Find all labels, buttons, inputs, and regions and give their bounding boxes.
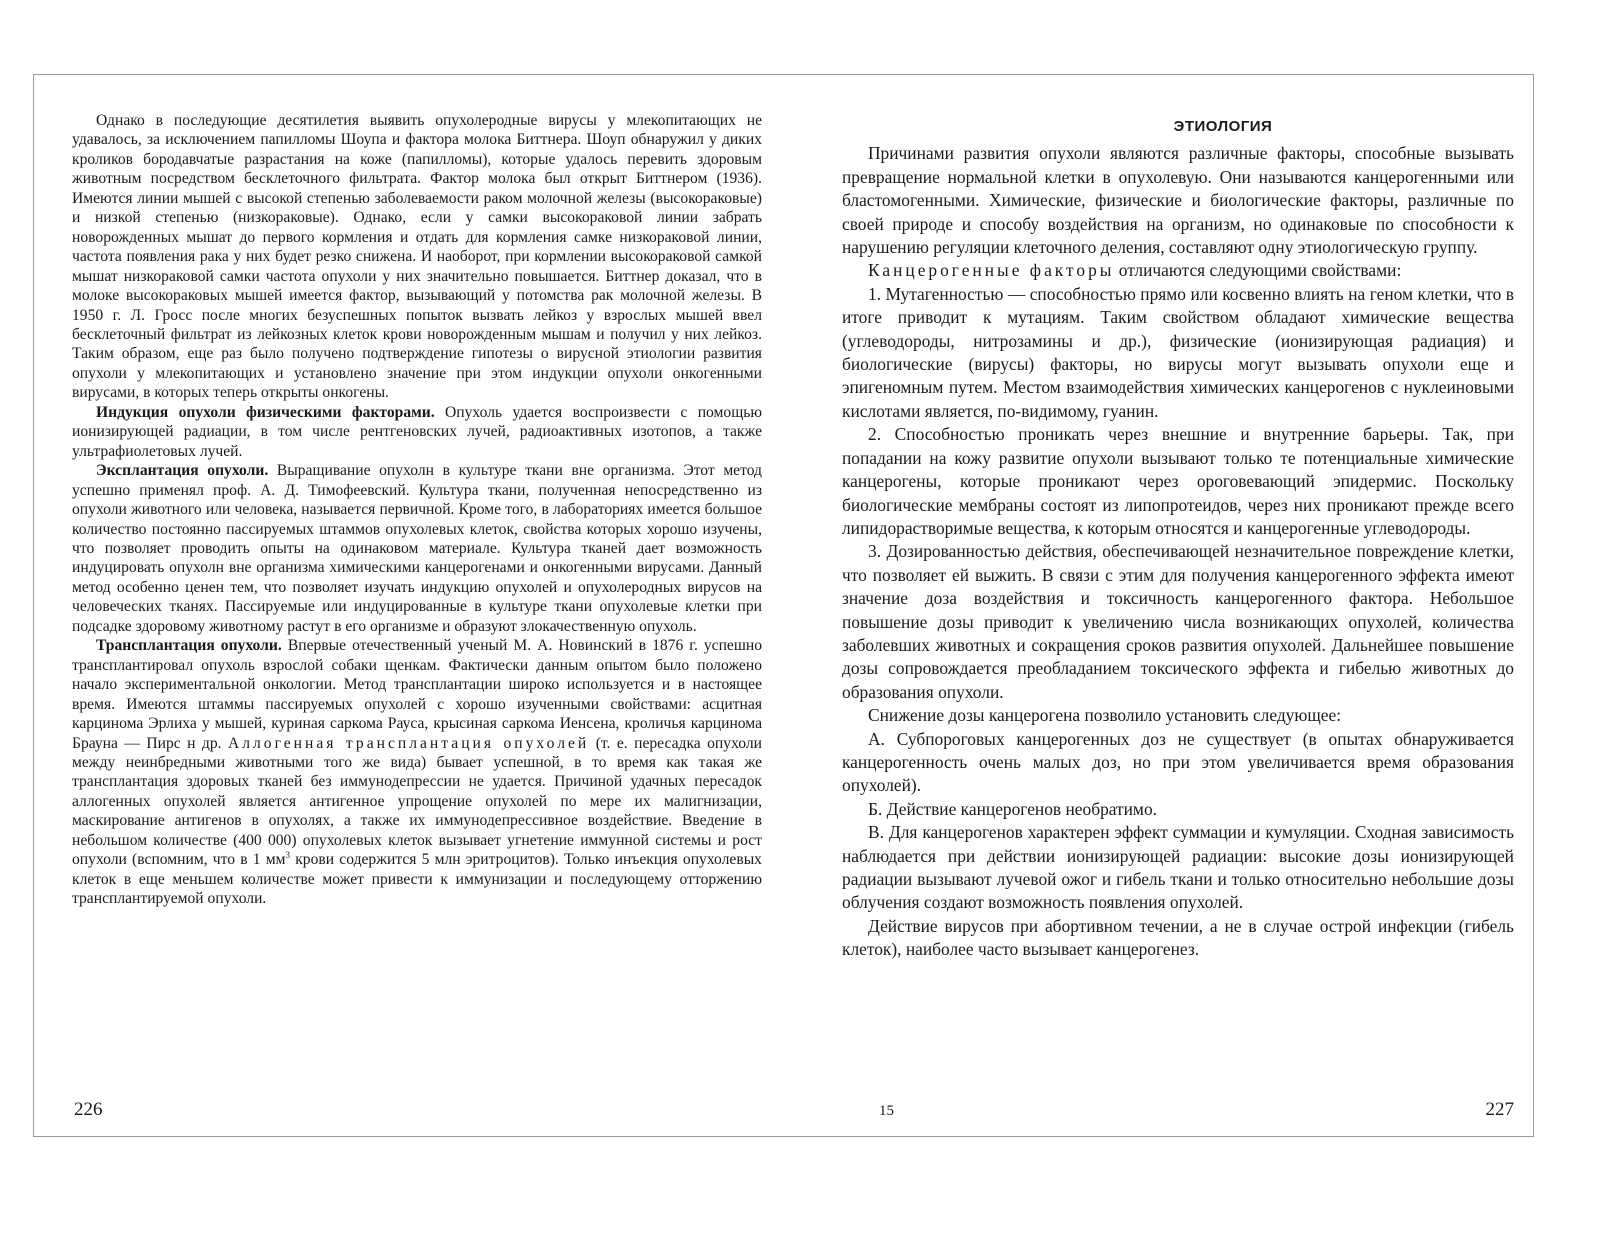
paragraph: 1. Мутагенностью — способностью прямо или косвенно влиять на геном клетки, что в итоге приводит к мутациям. Таким свойством обладают химические вещества (углеводороды, нитрозамины и др.), физические (ионизирующая радиация) и биологические (вирусы) факторы, но вирусы могут вызывать опухоли еще и эпигеномным путем. Местом взаимодействия химических канцерогенов с нуклеиновыми кислотами является, по-видимому, гуанин. [842, 283, 1514, 421]
right-page [842, 75, 1514, 1136]
paragraph-body: крови содержится 5 млн эритроцитов). Только инъекция опухолевых клеток в еще меньшем количестве может привести к иммунизации и последующему отторжению трансплантируемой опухоли. [72, 851, 762, 908]
left-page-text [72, 111, 762, 909]
paragraph-body: (т. е. пересадка опухоли между неинбредными животными того же вида) бывает успешной, в то время как такая же трансплантация здоровых тканей без иммунодепрессии не удается. Причиной удачных пересадок аллогенных опухолей является антигенное упрощение опухолей по мере их малигнизации, маскирование антигенов в опухолях, а также их иммунодепрессивное воздействие. Введение в небольшом количестве (400 000) опухолевых клеток вызывает угнетение иммунной системы и рост опухоли (вспомним, что в 1 мм [72, 734, 762, 869]
left-page [72, 75, 762, 1136]
page-number: 226 [74, 1099, 103, 1120]
spaced-term: Канцерогенные факторы [868, 260, 1115, 281]
paragraph: А. Субпороговых канцерогенных доз не существует (в опытах обнаруживается канцерогенность очень малых доз, но при этом увеличивается время образования опухолей). [842, 728, 1514, 796]
paragraph: Однако в последующие десятилетия выявить опухолеродные вирусы у млекопитающих не удавалось, за исключением папилломы Шоупа и фактора молока Биттнера. Шоуп обнаружил у диких кроликов бородавчатые разрастания на коже (папилломы), которые удалось перевить здоровым животным посредством бесклеточного фильтрата. Фактор молока был открыт Биттнером (1936). Имеются линии мышей с высокой степенью заболеваемости раком молочной железы (высокораковые) и низкой степенью (низкораковые). Однако, если у самки высокораковой линии забрать новорожденных мышат до первого кормления и отдать для кормления самке низкораковой линии, частота появления рака у них будет резко снижена. И наоборот, при кормлении высокораковой самкой мышат низкораковой самки частота опухоли у них значительно повышается. Биттнер доказал, что в молоке высокораковых мышей имеется фактор, вызывающий у потомства рак молочной железы. В 1950 г. Л. Гросс после многих безуспешных попыток вызвать лейкоз у взрослых мышей ввел бесклеточный фильтрат из лейкозных клеток крови новорожденным мышам и получил у них лейкоз. Таким образом, еще раз было получено подтверждение гипотезы о вирусной этиологии развития опухоли у млекопитающих и установлено значение при этом индукции опухоли онкогенными вирусами, в которых теперь открыты онкогены. [72, 112, 762, 402]
paragraph [842, 259, 1514, 282]
page-number: 227 [1485, 1099, 1514, 1120]
right-page-text [842, 115, 1514, 962]
paragraph [72, 403, 762, 461]
signature-mark: 15 [879, 1103, 894, 1119]
paragraph-body: Выращивание опухолн в культуре ткани вне организма. Этот метод успешно применял проф. А. Д. Тимофеевский. Культура ткани, полученная непосредственно из опухоли животного или человека, называется первичной. Кроме того, в лабораториях имеется большое количество постоянно пассируемых штаммов опухолевых клеток, свойства которых хорошо изучены, что позволяет проводить опыты на одинаковом материале. Культура тканей дает возможность индуцировать опухолн вне организма химическими канцерогенами и онкогенными вирусами. Данный метод особенно ценен тем, что позволяет изучать индукцию опухолей и опухолеродных вирусов на человеческих тканях. Пассируемые или индуцированные в культуре ткани опухолевые клетки при подсадке здоровому животному растут в его организме и образуют злокачественную опухоль. [72, 462, 762, 635]
paragraph [72, 636, 762, 908]
spaced-term: Аллогенная трансплантация опухолей [227, 734, 590, 752]
paragraph: 2. Способностью проникать через внешние и внутренние барьеры. Так, при попадании на кожу развитие опухоли вызывают только те потенциальные химические канцерогены, которые проникают через ороговевающий эпидермис. Поскольку биологические мембраны состоят из липопротеидов, через них проникают прежде всего липидорастворимые вещества, к которым относятся и канцерогенные углеводороды. [842, 424, 1514, 538]
paragraph-body: Опухоль удается воспроизвести с помощью ионизирующей радиации, в том числе рентгеновских лучей, радиоактивных изотопов, а также ультрафиолетовых лучей. [72, 403, 762, 460]
paragraph: Б. Действие канцерогенов необратимо. [868, 798, 1157, 819]
paragraph-body: Впервые отечественный ученый М. А. Новинский в 1876 г. успешно трансплантировал опухоль взрослой собаки щенкам. Фактически данным опытом было положено начало экспериментальной онкологии. Метод трансплантации широко используется и в настоящее время. Имеются штаммы пассируемых опухолей с хорошо изученными свойствами: асцитная карцинома Эрлиха у мышей, куриная саркома Рауса, крысиная саркома Иенсена, кроличья карцинома Брауна — Пирс н др. [72, 637, 763, 752]
paragraph: Снижение дозы канцерогена позволило установить следующее: [868, 705, 1342, 726]
paragraph: Действие вирусов при абортивном течении, а не в случае острой инфекции (гибель клеток), наиболее часто вызывает канцерогенез. [842, 915, 1514, 960]
run-in-heading: Трансплантация опухоли. [96, 637, 282, 655]
book-spread [33, 74, 1534, 1137]
paragraph: Причинами развития опухоли являются различные факторы, способные вызывать превращение нормальной клетки в опухолевую. Они называются канцерогенными или бластомогенными. Химические, физические и биологические факторы, различные по своей природе и способу воздействия на организм, но одинаковые по способности к нарушению регуляции клеточного деления, составляют одну этиологическую группу. [842, 143, 1514, 258]
superscript: 3 [285, 850, 291, 861]
section-heading: ЭТИОЛОГИЯ [1173, 118, 1273, 135]
paragraph: В. Для канцерогенов характерен эффект суммации и кумуляции. Сходная зависимость наблюдается при действии ионизирующей радиации: высокие дозы ионизирующей радиации вызывают лучевой ожог и гибель ткани и только относительно небольшие дозы облучения создают возможность появления опухолей. [842, 822, 1514, 913]
run-in-heading: Индукция опухоли физическими факторами. [96, 403, 435, 421]
paragraph [72, 461, 762, 636]
run-in-heading: Эксплантация опухоли. [96, 462, 269, 480]
paragraph-body: отличаются следующими свойствами: [1114, 260, 1402, 281]
paragraph: 3. Дозированностью действия, обеспечивающей незначительное повреждение клетки, что позволяет ей выжить. В связи с этим для получения канцерогенного эффекта имеют значение доза воздействия и токсичность канцерогенного фактора. Небольшое повышение дозы приводит к увеличению числа возникающих опухолей, количества заболевших животных и сокращения сроков развития опухолей. Дальнейшее повышение дозы сопровождается преобладанием токсического эффекта и гибелью животных до образования опухоли. [842, 541, 1514, 702]
